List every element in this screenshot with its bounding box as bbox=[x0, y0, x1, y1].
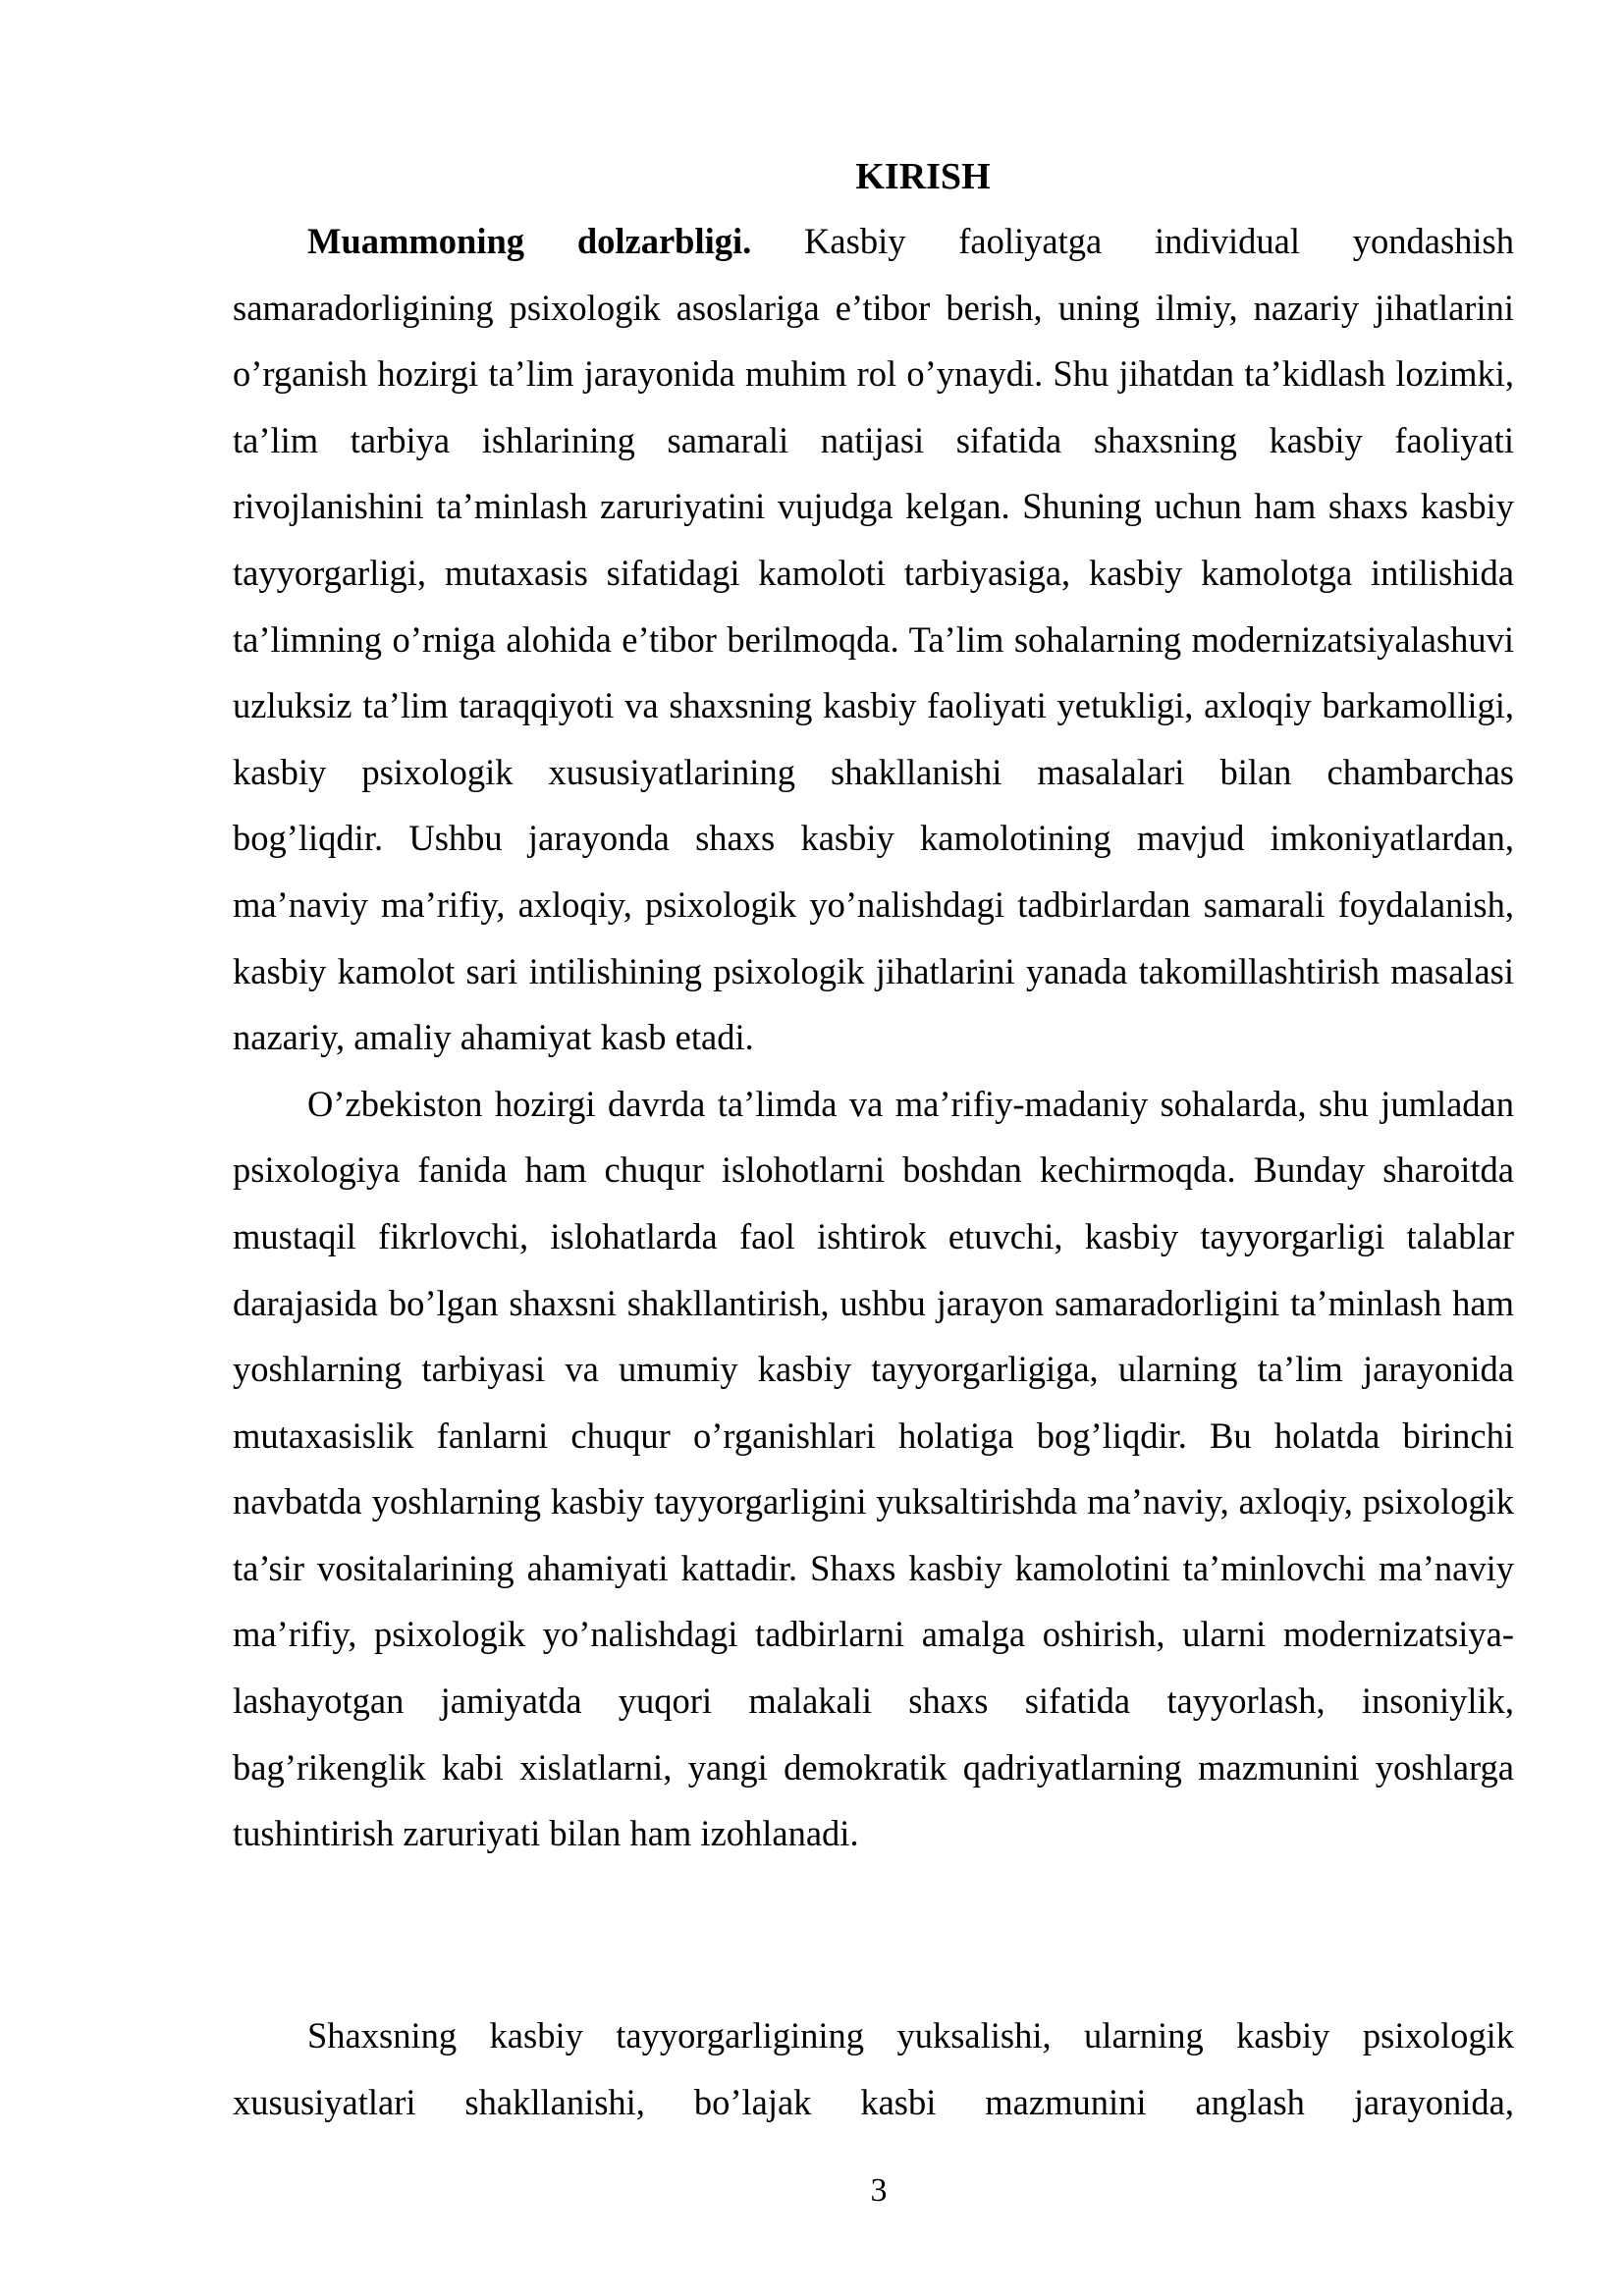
paragraph-text: Kasbiy faoliyatga individual yondashish samaradorligining psixologik asoslariga e’tibor berish, uning ilmiy, nazariy jihatlarini o’rganish hozirgi ta’lim jarayonida muhim rol o’ynaydi. Shu jihatdan ta’kidlash lozimki, ta’lim tarbiya ishlarining samarali natijasi sifatida shaxsning kasbiy faoliyati rivojlanishini ta’minlash zaruriyatini vujudga kelgan. Shuning uchun ham shaxs kasbiy tayyorgarligi, mutaxasis sifatidagi kamoloti tarbiyasiga, kasbiy kamolotga intilishida ta’limning o’rniga alohida e’tibor berilmoqda. Ta’lim sohalarning modernizatsiyalashuvi uzluksiz ta’lim taraqqiyoti va shaxsning kasbiy faoliyati yetukligi, axloqiy barkamolligi, kasbiy psixologik xususiyatlarining shakllanishi masalalari bilan chambarchas bog’liqdir. Ushbu jarayonda shaxs kasbiy kamolotining mavjud imkoniyatlardan, ma’naviy ma’rifiy, axloqiy, psixologik yo’nalishdagi tadbirlardan samarali foydalanish, kasbiy kamolot sari intilishining psixologik jihatlarini yanada takomillashtirish masalasi nazariy, amaliy ahamiyat kasb etadi. bbox=[233, 221, 1514, 1058]
paragraph-lead: Muammoning dolzarbligi. bbox=[307, 221, 752, 261]
paragraph-continuation: xususiyatlari shakllanishi, bo’lajak kasbi mazmunini anglash jarayonida, bbox=[233, 2082, 1514, 2122]
paragraph-personality bbox=[233, 2002, 1514, 2069]
body-text bbox=[233, 208, 1514, 1867]
paragraph-text: O’zbekiston hozirgi davrda ta’limda va ma’rifiy-madaniy sohalarda, shu jumladan psixologiya fanida ham chuqur islohotlarni boshdan kechirmoqda. Bunday sharoitda mustaqil fikrlovchi, islohatlarda faol ishtirok etuvchi, kasbiy tayyorgarligi talablar darajasida bo’lgan shaxsni shakllantirish, ushbu jarayon samaradorligini ta’minlash ham yoshlarning tarbiyasi va umumiy kasbiy tayyorgarligiga, ularning ta’lim jarayonida mutaxasislik fanlarni chuqur o’rganishlari holatiga bog’liqdir. Bu holatda birinchi navbatda yoshlarning kasbiy tayyorgarligini yuksaltirishda ma’naviy, axloqiy, psixologik ta’sir vositalarining ahamiyati kattadir. Shaxs kasbiy kamolotini ta’minlovchi ma’naviy ma’rifiy, psixologik yo’nalishdagi tadbirlarni amalga oshirish, ularni modernizatsiya-lashayotgan jamiyatda yuqori malakali shaxs sifatida tayyorlash, insoniylik, bag’rikenglik kabi xislatlarni, yangi demokratik qadriyatlarning mazmunini yoshlarga tushintirish zaruriyati bilan ham izohlanadi. bbox=[233, 1083, 1514, 1854]
paragraph-relevance bbox=[233, 208, 1514, 1071]
paragraph-text: Shaxsning kasbiy tayyorgarligining yuksalishi, ularning kasbiy psixologik bbox=[307, 2015, 1514, 2056]
page-number: 3 bbox=[870, 2172, 888, 2209]
paragraph-uzbekistan bbox=[233, 1071, 1514, 1867]
section-heading: KIRISH bbox=[855, 156, 991, 197]
